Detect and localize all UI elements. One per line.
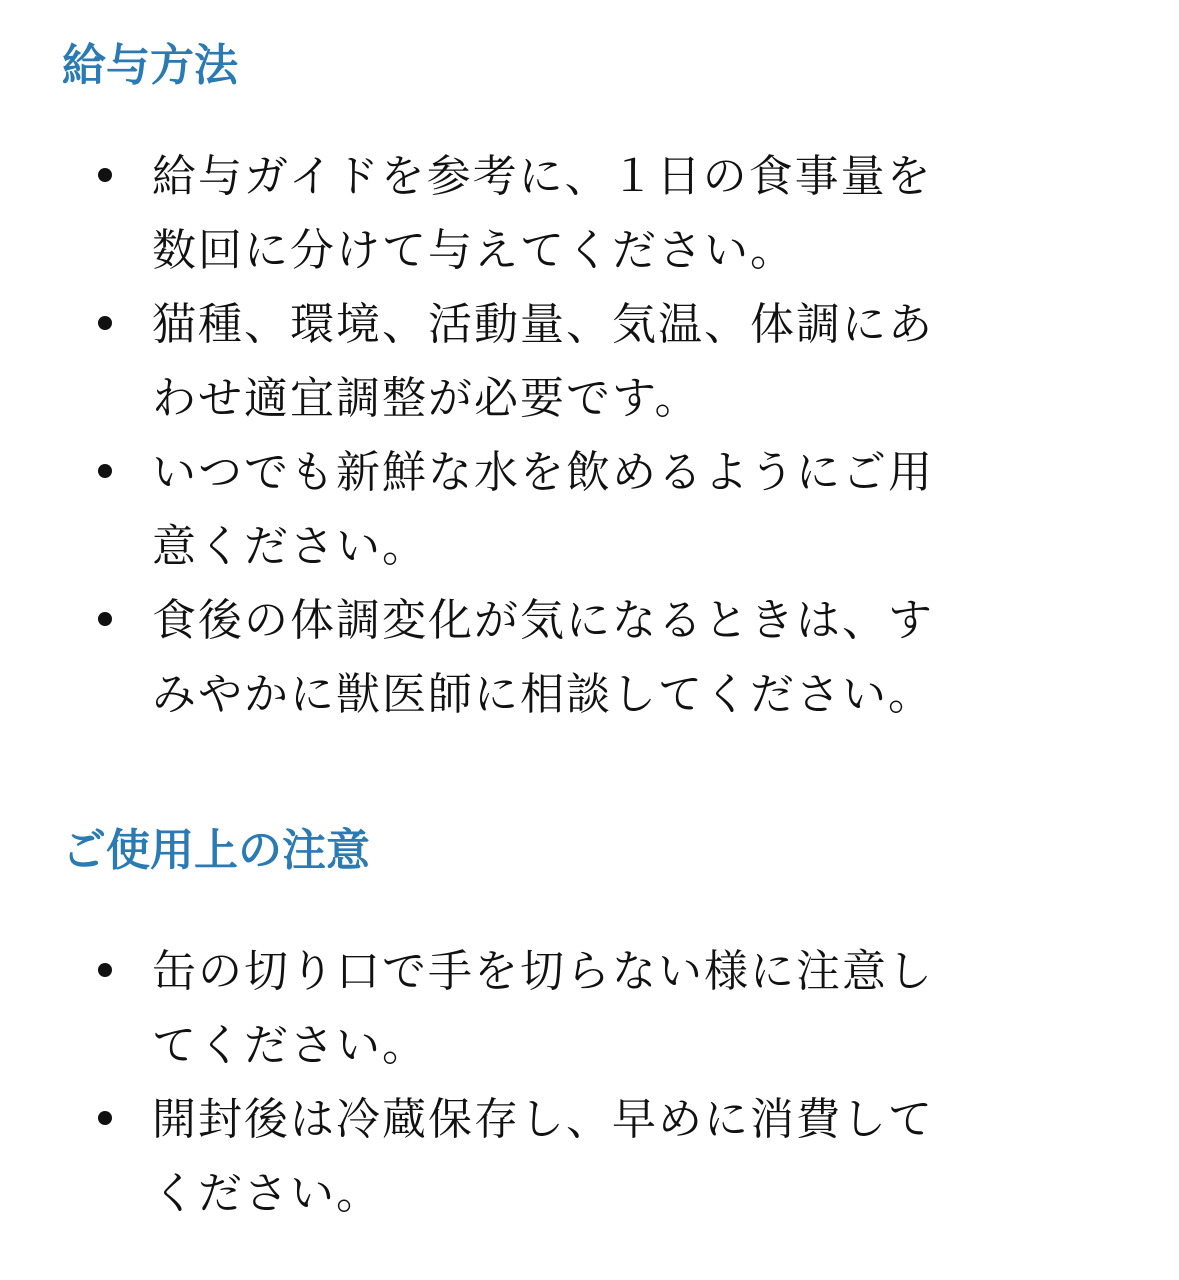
list-item-text bbox=[152, 140, 982, 288]
list-item bbox=[0, 1083, 1179, 1231]
text-line: みやかに獣医師に相談してください。 bbox=[152, 669, 934, 720]
usage-cautions-list bbox=[0, 935, 1179, 1231]
text-line: いつでも新鮮な水を飲めるようにご用 bbox=[152, 447, 934, 498]
text-line: 猫種、環境、活動量、気温、体調にあ bbox=[152, 299, 934, 350]
bullet-icon bbox=[98, 963, 112, 977]
list-item bbox=[0, 436, 1179, 584]
section-title-usage-cautions: ご使用上の注意 bbox=[62, 825, 370, 876]
bullet-icon bbox=[98, 1111, 112, 1125]
bullet-icon bbox=[98, 464, 112, 478]
section-title-feeding-method: 給与方法 bbox=[62, 40, 238, 91]
bullet-icon bbox=[98, 316, 112, 330]
text-line: わせ適宜調整が必要です。 bbox=[152, 373, 701, 424]
text-line: 缶の切り口で手を切らない様に注意し bbox=[152, 946, 934, 997]
text-line: 開封後は冷蔵保存し、早めに消費して bbox=[152, 1094, 934, 1145]
list-item bbox=[0, 288, 1179, 436]
text-line: 食後の体調変化が気になるときは、す bbox=[152, 595, 934, 646]
text-line: 給与ガイドを参考に、１日の食事量を bbox=[152, 151, 933, 202]
list-item bbox=[0, 584, 1179, 732]
list-item-text bbox=[152, 1083, 982, 1231]
bullet-icon bbox=[98, 168, 112, 182]
bullet-icon bbox=[98, 612, 112, 626]
list-item bbox=[0, 935, 1179, 1083]
list-item-text bbox=[152, 436, 982, 584]
list-item-text bbox=[152, 584, 982, 732]
list-item-text bbox=[152, 935, 982, 1083]
text-line: ください。 bbox=[152, 1168, 382, 1219]
feeding-method-list bbox=[0, 140, 1179, 732]
text-line: 数回に分けて与えてください。 bbox=[152, 225, 796, 276]
text-line: 意ください。 bbox=[152, 521, 428, 572]
text-line: てください。 bbox=[152, 1020, 428, 1071]
list-item bbox=[0, 140, 1179, 288]
list-item-text bbox=[152, 288, 982, 436]
